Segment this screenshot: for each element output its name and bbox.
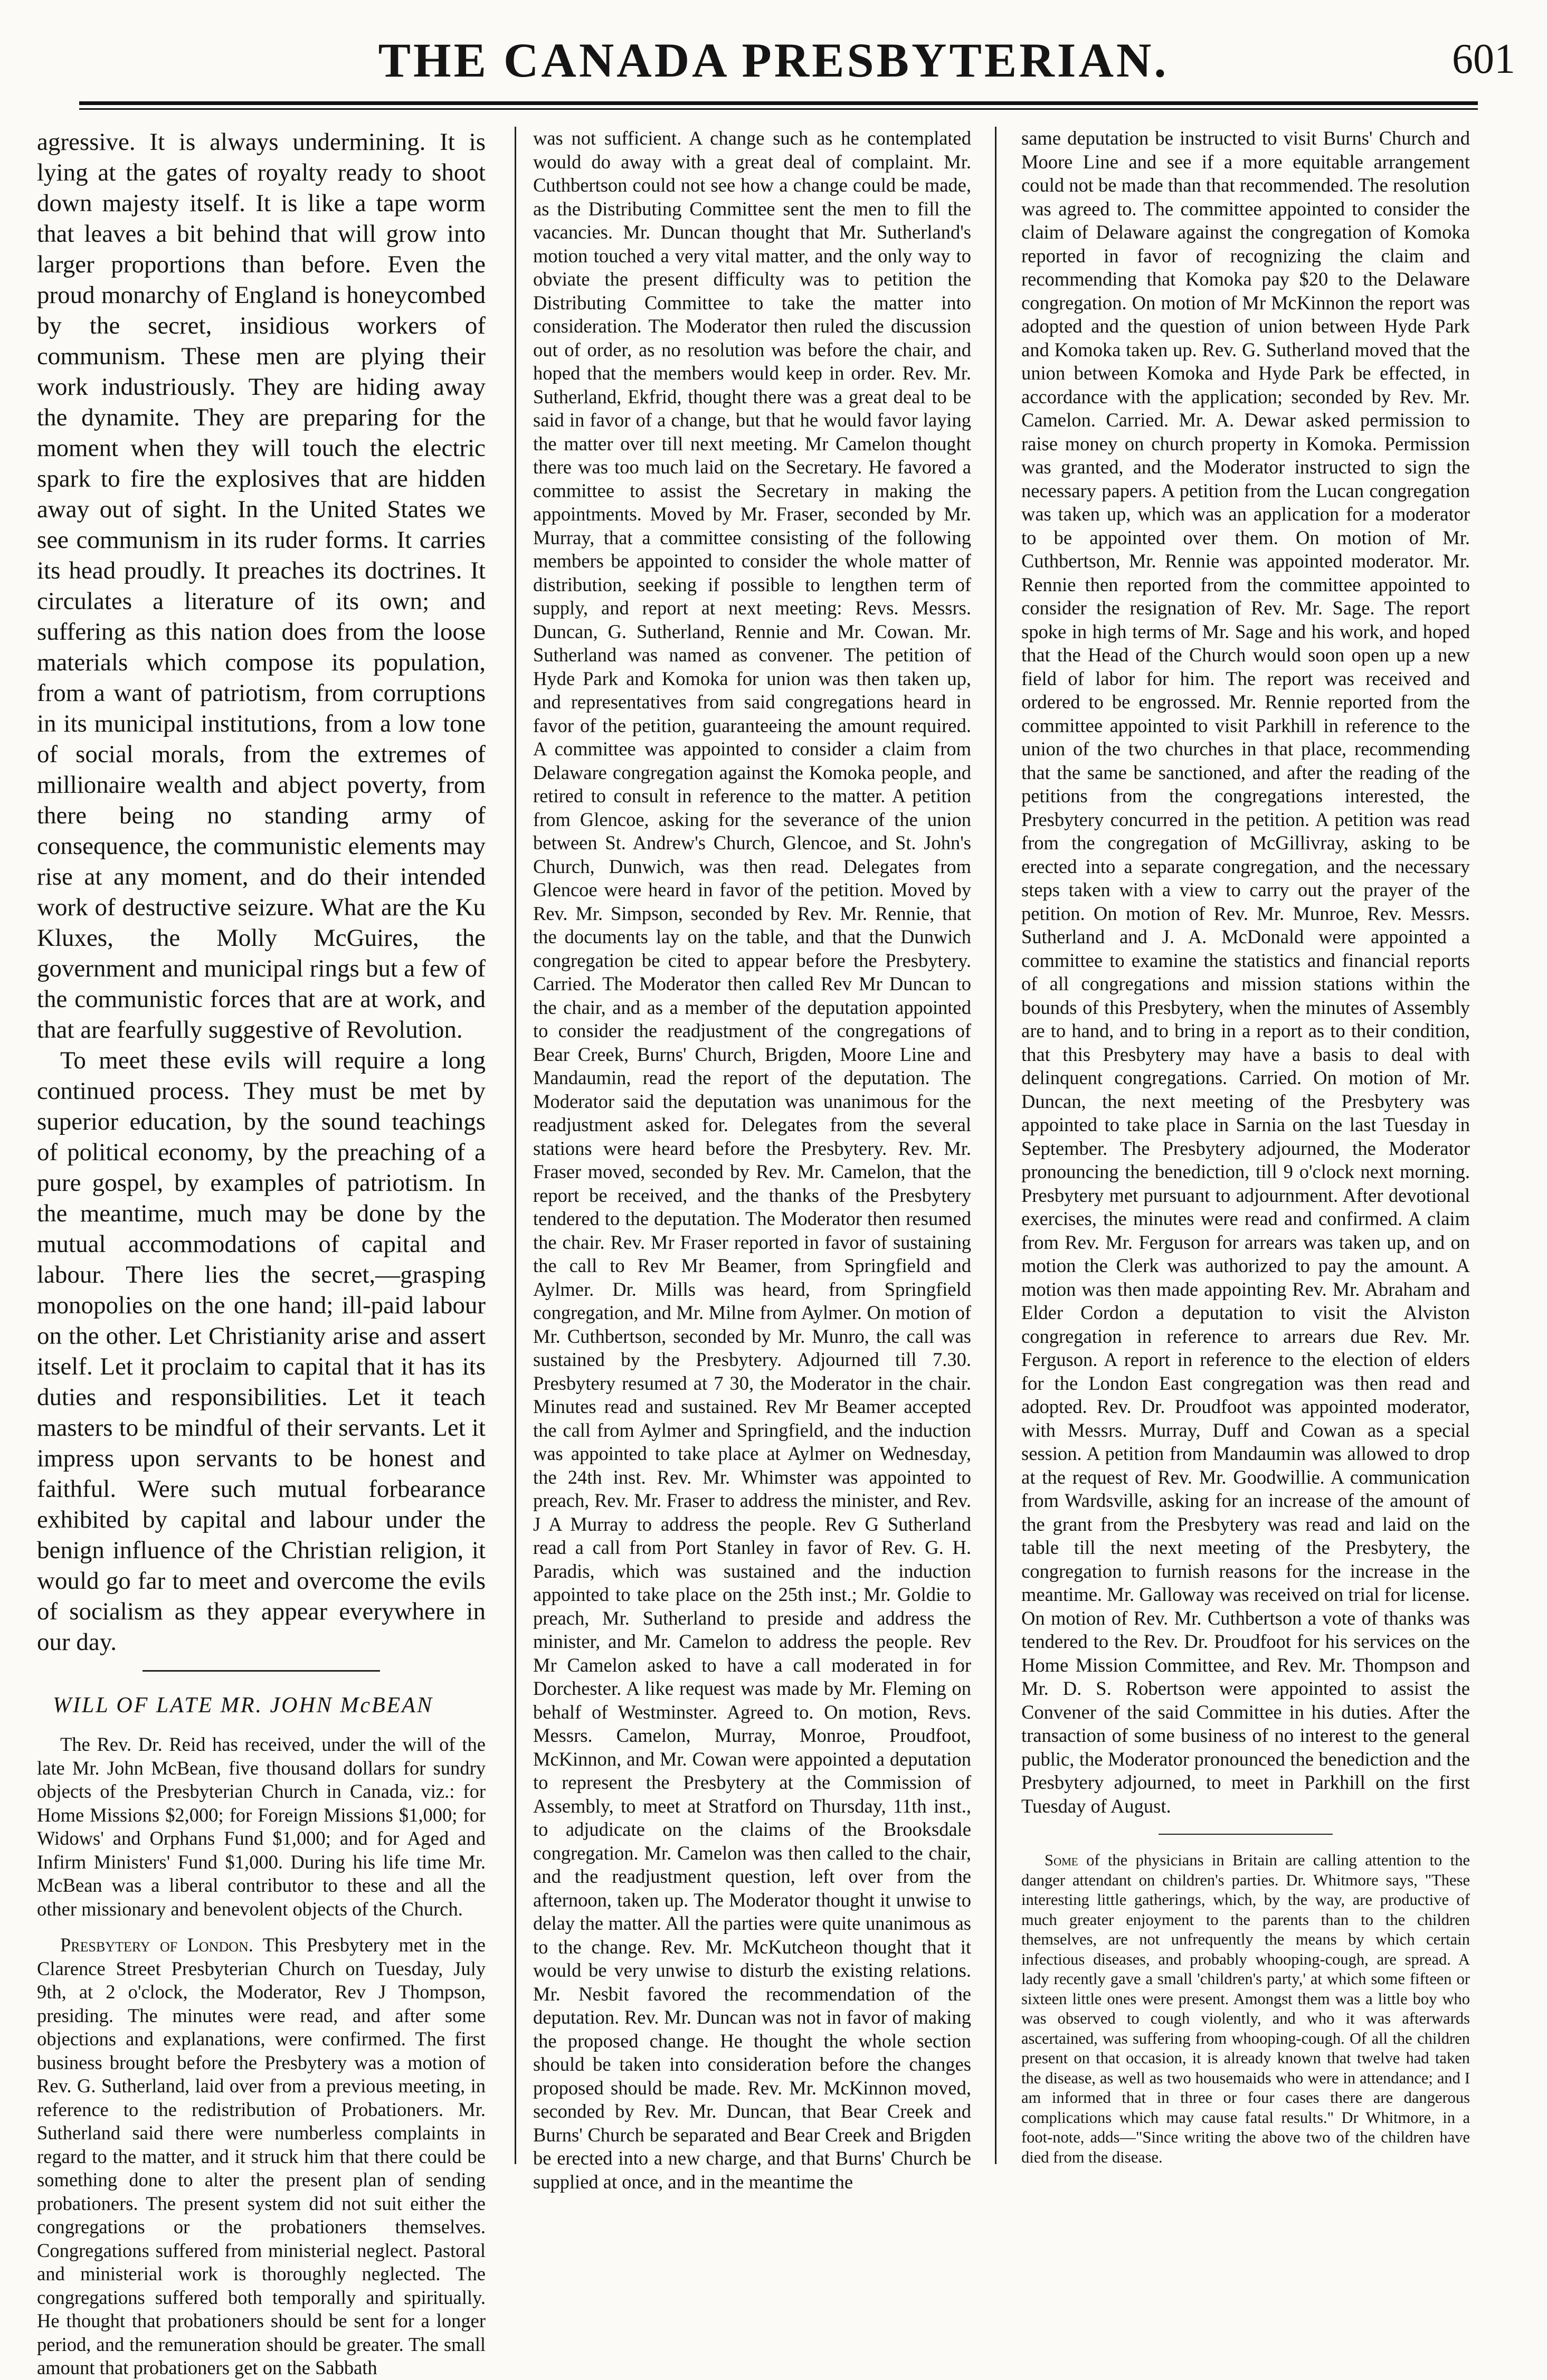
- section-divider: [1159, 1834, 1333, 1835]
- page-number: 601: [1452, 36, 1515, 82]
- column-1: [37, 127, 486, 2378]
- section-divider: [143, 1670, 380, 1672]
- column-divider-1: [515, 127, 516, 2164]
- header-rule-thin: [79, 108, 1478, 110]
- communism-paragraph-2: To meet these evils will require a long continued process. They must be met by superior education, by the sound teachings of political economy, by the preaching of a pure gospel, by examples of patriotism. In the meantime, much may be done by the mutual accommodations of capital and labour. There lies the secret,—grasping monopolies on the one hand; ill-paid labour on the other. Let Christianity arise and assert itself. Let it proclaim to capital that it has its duties and responsibilities. Let it teach masters to be mindful of their servants. Let it impress upon servants to be honest and faithful. Were such mutual forbearance exhibited by capital and labour under the benign influence of the Christian religion, it would go far to meet and overcome the evils of socialism as they appear everywhere in our day.: [37, 1047, 486, 1656]
- header-rule-thick: [79, 101, 1478, 105]
- presbytery-conclusion: same deputation be instructed to visit Burns' Church and Moore Line and see if a more equitable arrangement could not be made than that recommended. The resolution was agreed to. The committee appointed to consider the claim of Delaware against the congregation of Komoka reported in favor of recognizing the claim and recommending that Komoka pay $20 to the Delaware congregation. On motion of Mr McKinnon the report was adopted and the question of union between Hyde Park and Komoka taken up. Rev. G. Sutherland moved that the union between Komoka and Hyde Park be effected, in accordance with the application; seconded by Rev. Mr. Camelon. Carried. Mr. A. Dewar asked permission to raise money on church property in Komoka. Permission was granted, and the Moderator instructed to sign the necessary papers. A petition from the Lucan congregation was taken up, which was an application for a moderator to be appointed over them. On motion of Mr. Cuthbertson, Mr. Rennie was appointed moderator. Mr. Rennie then reported from the committee appointed to consider the resignation of Rev. Mr. Sage. The report spoke in high terms of Mr. Sage and his work, and hoped that the Head of the Church would soon open up a new field of labor for him. The report was received and ordered to be engrossed. Mr. Rennie reported from the committee appointed to visit Parkhill in reference to the union of the two churches in that place, recommending that the same be sanctioned, and after the reading of the petitions from the congregations interested, the Presbytery concurred in the petition. A petition was read from the congregation of McGillivray, asking to be erected into a separate congregation, and the necessary steps taken with a view to carry out the prayer of the petition. On motion of Rev. Mr. Munroe, Rev. Messrs. Sutherland and J. A. McDonald were appointed a committee to examine the statistics and financial reports of all congregations and mission stations within the bounds of this Presbytery, when the minutes of Assembly are to hand, and to bring in a report as to their condition, that this Presbytery may have a basis to deal with delinquent congregations. Carried. On motion of Mr. Duncan, the next meeting of the Presbytery was appointed to take place in Sarnia on the last Tuesday in September. The Presbytery adjourned, the Moderator pronouncing the benediction, till 9 o'clock next morning. Presbytery met pursuant to adjournment. After devotional exercises, the minutes were read and confirmed. A claim from Rev. Mr. Ferguson for arrears was taken up, and on motion the Clerk was authorized to pay the amount. A motion was then made appointing Rev. Mr. Abraham and Elder Cordon a deputation to visit the Alviston congregation in reference to arrears due Rev. Mr. Ferguson. A report in reference to the election of elders for the London East congregation was then read and adopted. Rev. Dr. Proudfoot was appointed moderator, with Messrs. Murray, Duff and Cowan as a special session. A petition from Mandaumin was allowed to drop at the request of Rev. Mr. Goodwillie. A communication from Wardsville, asking for an increase of the amount of the grant from the Presbytery was read and laid on the table till the next meeting of the Presbytery, the congregation to furnish reasons for the increase in the meantime. Mr. Galloway was received on trial for license. On motion of Rev. Mr. Cuthbertson a vote of thanks was tendered to the Rev. Dr. Proudfoot for his services on the Home Mission Committee, and Rev. Mr. Thompson and Mr. D. S. Robertson were appointed to assist the Convener of the said Committee in his duties. After the transaction of some business of no interest to the general public, the Moderator pronounced the benediction and the Presbytery adjourned, to meet in Parkhill on the first Tuesday of August.: [1021, 127, 1470, 1817]
- column-2: [533, 127, 971, 2193]
- presbytery-london-lead: Presbytery of London.: [60, 1934, 253, 1956]
- communism-paragraph-1: agressive. It is always undermining. It is lying at the gates of royalty ready to shoot down majesty itself. It is like a tape worm that leaves a bit behind that will grow into larger proportions than before. Even the proud monarchy of England is honeycombed by the secret, insidious workers of communism. These men are plying their work industriously. They are hiding away the dynamite. They are preparing for the moment when they will touch the electric spark to fire the explosives that are hidden away out of sight. In the United States we see communism in its ruder forms. It carries its head proudly. It preaches its doctrines. It circulates a literature of its own; and suffering as this nation does from the loose materials which compose its population, from a want of patriotism, from corruptions in its municipal institutions, from a low tone of social morals, from the extremes of millionaire wealth and abject poverty, from there being no standing army of consequence, the communistic elements may rise at any moment, and do their intended work of destructive seizure. What are the Ku Kluxes, the Molly McGuires, the government and municipal rings but a few of the communistic forces that are at work, and that are fearfully suggestive of Revolution.: [37, 128, 486, 1044]
- will-article: The Rev. Dr. Reid has received, under the will of the late Mr. John McBean, five thousand dollars for sundry objects of the Presbyterian Church in Canada, viz.: for Home Missions $2,000; for Foreign Missions $1,000; for Widows' and Orphans Fund $1,000; and for Aged and Infirm Ministers' Fund $1,000. During his life time Mr. McBean was a liberal contributor to these and all the other missionary and benevolent objects of the Church.: [37, 1733, 486, 1920]
- column-divider-2: [995, 127, 996, 2164]
- newspaper-title: THE CANADA PRESBYTERIAN.: [378, 33, 1169, 87]
- column-3: [1021, 127, 1470, 2175]
- note-text: of the physicians in Britain are calling attention to the danger attendant on children's parties. Dr. Whitmore says, "These interesting little gatherings, which, by the way, are productive of much greater enjoyment to the parents than to the children themselves, are not unfrequently the means by which certain infectious diseases, and probably whooping-cough, are spread. A lady recently gave a small 'children's party,' at which some fifteen or sixteen little ones were present. Amongst them was a little boy who was observed to cough violently, and who it was afterwards ascertained, was suffering from whooping-cough. Of all the children present on that occasion, it is already known that twelve had taken the disease, as well as two housemaids who were in attendance; and I am informed that in three or four cases there are dangerous complications which may cause fatal results." Dr Whitmore, in a foot-note, adds—"Since writing the above two of the children have died from the disease.: [1021, 1851, 1470, 2166]
- presbytery-continued: was not sufficient. A change such as he contemplated would do away with a great deal of complaint. Mr. Cuthbertson could not see how a change could be made, as the Distributing Committee sent the men to fill the vacancies. Mr. Duncan thought that Mr. Sutherland's motion touched a very vital matter, and the only way to obviate the present difficulty was to petition the Distributing Committee to take the matter into consideration. The Moderator then ruled the discussion out of order, as no resolution was before the chair, and hoped that the members would keep in order. Rev. Mr. Sutherland, Ekfrid, thought there was a great deal to be said in favor of a change, but that he would favor laying the matter over till next meeting. Mr Camelon thought there was too much laid on the Secretary. He favored a committee to assist the Secretary in making the appointments. Moved by Mr. Fraser, seconded by Mr. Murray, that a committee consisting of the following members be appointed to consider the whole matter of distribution, seeking if possible to lengthen term of supply, and report at next meeting: Revs. Messrs. Duncan, G. Sutherland, Rennie and Mr. Cowan. Mr. Sutherland was named as convener. The petition of Hyde Park and Komoka for union was then taken up, and representatives from said congregations heard in favor of the petition, guaranteeing the amount required. A committee was appointed to consider a claim from Delaware congregation against the Komoka people, and retired to consult in reference to the matter. A petition from Glencoe, asking for the severance of the union between St. Andrew's Church, Glencoe, and St. John's Church, Dunwich, was then read. Delegates from Glencoe were heard in favor of the petition. Moved by Rev. Mr. Simpson, seconded by Rev. Mr. Rennie, that the documents lay on the table, and that the Dunwich congregation be cited to appear before the Presbytery. Carried. The Moderator then called Rev Mr Duncan to the chair, and as a member of the deputation appointed to consider the readjustment of the congregations of Bear Creek, Burns' Church, Brigden, Moore Line and Mandaumin, read the report of the deputation. The Moderator said the deputation was unanimous for the readjustment asked for. Delegates from the several stations were heard before the Presbytery. Rev. Mr. Fraser moved, seconded by Rev. Mr. Camelon, that the report be received, and the thanks of the Presbytery tendered to the deputation. The Moderator then resumed the chair. Rev. Mr Fraser reported in favor of sustaining the call to Rev Mr Beamer, from Springfield and Aylmer. Dr. Mills was heard, from Springfield congregation, and Mr. Milne from Aylmer. On motion of Mr. Cuthbertson, seconded by Mr. Munro, the call was sustained by the Presbytery. Adjourned till 7.30. Presbytery resumed at 7 30, the Moderator in the chair. Minutes read and sustained. Rev Mr Beamer accepted the call from Aylmer and Springfield, and the induction was appointed to take place at Aylmer on Wednesday, the 24th inst. Rev. Mr. Whimster was appointed to preach, Rev. Mr. Fraser to address the minister, and Rev. J A Murray to address the people. Rev G Sutherland read a call from Port Stanley in favor of Rev. G. H. Paradis, which was sustained and the induction appointed to take place on the 25th inst.; Mr. Goldie to preach, Mr. Sutherland to preside and address the minister, and Mr. Camelon to address the people. Rev Mr Camelon asked to have a call moderated in for Dorchester. A like request was made by Mr. Fleming on behalf of Westminster. Agreed to. On motion, Revs. Messrs. Camelon, Murray, Monroe, Proudfoot, McKinnon, and Mr. Cowan were appointed a deputation to represent the Presbytery at the Commission of Assembly, to meet at Stratford on Thursday, 11th inst., to adjudicate on the claims of the Brooksdale congregation. Mr. Camelon was then called to the chair, and the readjustment question, left over from the afternoon, taken up. The Moderator thought it unwise to delay the matter. All the parties were quite unanimous as to the change. Rev. Mr. McKutcheon thought that it would be very unwise to disturb the existing relations. Mr. Nesbit favored the recommendation of the deputation. Rev. Mr. Duncan was not in favor of making the proposed change. He thought the whole section should be taken into consideration before the changes proposed should be made. Rev. Mr. McKinnon moved, seconded by Rev. Mr. Duncan, that Bear Creek and Burns' Church be separated and Bear Creek and Brigden be erected into a new charge, and that Burns' Church be supplied at once, and in the meantime the: [533, 127, 971, 2193]
- note-lead: Some: [1045, 1851, 1078, 1869]
- will-heading: WILL OF LATE MR. JOHN McBEAN: [53, 1693, 433, 1718]
- childrens-parties-note: [1021, 1851, 1470, 2167]
- presbytery-london-text: This Presbytery met in the Clarence Street Presbyterian Church on Tuesday, July 9th, at 2 o'clock, the Moderator, Rev J Thompson, presiding. The minutes were read, and after some objections and explanations, were confirmed. The first business brought before the Presbytery was a motion of Rev. G. Sutherland, laid over from a previous meeting, in reference to the redistribution of Probationers. Mr. Sutherland said there were numberless complaints in regard to the matter, and it struck him that there could be something done to alter the present plan of sending probationers. The present system did not suit either the congregations or the probationers themselves. Congregations suffered from ministerial neglect. Pastoral and ministerial work is thoroughly neglected. The congregations suffered both temporally and spiritually. He thought that probationers should be sent for a longer period, and the remuneration should be greater. The small amount that probationers get on the Sabbath: [37, 1934, 486, 2378]
- masthead: [0, 0, 1547, 111]
- presbytery-london-article: [37, 1933, 486, 2380]
- spacer: [37, 1921, 486, 1933]
